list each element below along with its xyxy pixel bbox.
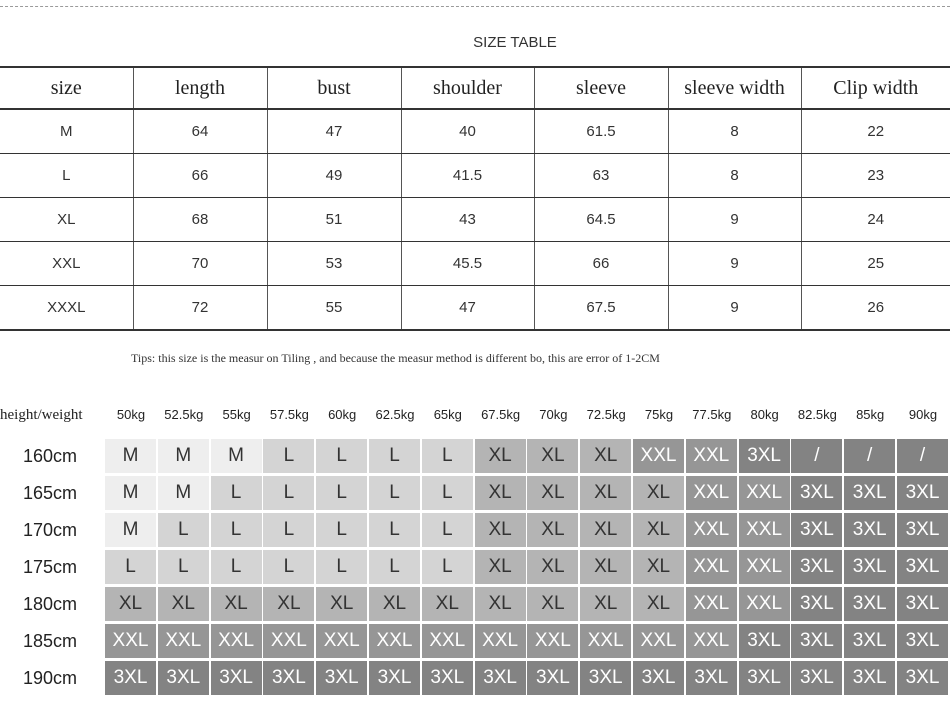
size-cell: L bbox=[211, 513, 262, 547]
table-row bbox=[0, 286, 950, 331]
size-cell: 3XL bbox=[791, 624, 842, 658]
size-cell: 3XL bbox=[739, 439, 790, 473]
weight-column-header: 55kg bbox=[222, 407, 251, 422]
weight-column-header: 50kg bbox=[116, 407, 146, 422]
size-cell: XL bbox=[527, 513, 578, 547]
size-cell: 3XL bbox=[369, 661, 420, 695]
size-cell: XL bbox=[475, 439, 526, 473]
size-cell: XL bbox=[105, 587, 156, 621]
size-cell: XXL bbox=[211, 624, 262, 658]
size-cell: XL bbox=[580, 587, 631, 621]
size-cell: 3XL bbox=[158, 661, 209, 695]
height-row bbox=[0, 587, 950, 621]
weight-column-header: 82.5kg bbox=[797, 407, 837, 422]
size-cell: XXL bbox=[739, 476, 790, 510]
column-header-sleeve: sleeve bbox=[534, 67, 668, 109]
size-cell: XL bbox=[475, 587, 526, 621]
size-cell: XL bbox=[527, 476, 578, 510]
size-cell: 3XL bbox=[739, 661, 790, 695]
size-cell: L bbox=[422, 513, 473, 547]
table-cell: 41.5 bbox=[401, 154, 534, 198]
table-cell: 47 bbox=[401, 286, 534, 331]
size-cell: L bbox=[369, 550, 420, 584]
table-row bbox=[0, 198, 950, 242]
table-cell: 24 bbox=[801, 198, 950, 242]
size-cell: L bbox=[422, 476, 473, 510]
size-cell: XXL bbox=[580, 624, 631, 658]
size-cell: 3XL bbox=[105, 661, 156, 695]
measurement-tips-note: Tips: this size is the measur on Tiling , and because the measur method is different bo, this are error of 1-2CM bbox=[131, 351, 660, 365]
size-cell: 3XL bbox=[897, 624, 948, 658]
table-cell: 55 bbox=[267, 286, 401, 331]
table-cell: 43 bbox=[401, 198, 534, 242]
table-cell: 70 bbox=[133, 242, 267, 286]
table-cell: 40 bbox=[401, 109, 534, 154]
size-cell: XXL bbox=[739, 550, 790, 584]
size-cell: L bbox=[369, 476, 420, 510]
size-cell: 3XL bbox=[316, 661, 367, 695]
size-cell: 3XL bbox=[580, 661, 631, 695]
column-header-length: length bbox=[133, 67, 267, 109]
size-cell: XL bbox=[475, 476, 526, 510]
size-cell: XXL bbox=[633, 439, 684, 473]
size-cell: XXL bbox=[527, 624, 578, 658]
table-cell: 68 bbox=[133, 198, 267, 242]
table-cell: L bbox=[0, 154, 133, 198]
table-cell: 66 bbox=[534, 242, 668, 286]
size-cell: XXL bbox=[686, 550, 737, 584]
height-row-label: 170cm bbox=[22, 520, 78, 540]
size-cell: 3XL bbox=[844, 513, 895, 547]
table-cell: XXXL bbox=[0, 286, 133, 331]
size-cell: 3XL bbox=[686, 661, 737, 695]
size-cell: L bbox=[263, 550, 314, 584]
size-cell: 3XL bbox=[791, 513, 842, 547]
height-row-label: 175cm bbox=[22, 557, 78, 577]
size-cell: M bbox=[211, 439, 262, 473]
size-cell: 3XL bbox=[897, 513, 948, 547]
size-cell: XL bbox=[633, 513, 684, 547]
size-cell: XXL bbox=[686, 513, 737, 547]
size-cell: 3XL bbox=[633, 661, 684, 695]
table-cell: 63 bbox=[534, 154, 668, 198]
size-cell: L bbox=[422, 439, 473, 473]
weight-column-header: 90kg bbox=[908, 407, 938, 422]
top-dashed-divider bbox=[0, 6, 950, 7]
size-cell: XXL bbox=[686, 587, 737, 621]
table-cell: 25 bbox=[801, 242, 950, 286]
size-cell: XL bbox=[527, 550, 578, 584]
size-cell: XXL bbox=[739, 587, 790, 621]
size-cell: L bbox=[369, 439, 420, 473]
size-cell: L bbox=[316, 476, 367, 510]
table-cell: 53 bbox=[267, 242, 401, 286]
size-cell: M bbox=[158, 476, 209, 510]
height-row bbox=[0, 476, 950, 510]
height-weight-corner-label: height/weight bbox=[0, 407, 83, 423]
height-row bbox=[0, 624, 950, 658]
table-cell: 72 bbox=[133, 286, 267, 331]
size-cell: M bbox=[105, 439, 156, 473]
size-cell: M bbox=[105, 476, 156, 510]
size-cell: 3XL bbox=[422, 661, 473, 695]
weight-header-row bbox=[0, 404, 950, 426]
weight-column-header: 80kg bbox=[750, 407, 779, 422]
size-cell: L bbox=[316, 439, 367, 473]
size-cell: XL bbox=[316, 587, 367, 621]
table-cell: 67.5 bbox=[534, 286, 668, 331]
size-cell: XL bbox=[475, 550, 526, 584]
size-cell: 3XL bbox=[897, 587, 948, 621]
size-cell: L bbox=[263, 476, 314, 510]
size-cell: L bbox=[158, 550, 209, 584]
table-cell: XL bbox=[0, 198, 133, 242]
size-cell: 3XL bbox=[211, 661, 262, 695]
size-cell: XL bbox=[633, 550, 684, 584]
size-table-title: SIZE TABLE bbox=[473, 34, 557, 51]
size-cell: L bbox=[263, 513, 314, 547]
size-cell: L bbox=[211, 550, 262, 584]
height-row-label: 185cm bbox=[22, 631, 78, 651]
table-cell: 66 bbox=[133, 154, 267, 198]
table-cell: XXL bbox=[0, 242, 133, 286]
height-row bbox=[0, 661, 950, 695]
size-cell: L bbox=[316, 513, 367, 547]
table-cell: 9 bbox=[668, 242, 801, 286]
weight-column-header: 65kg bbox=[433, 407, 462, 422]
table-cell: 8 bbox=[668, 109, 801, 154]
size-cell: XL bbox=[263, 587, 314, 621]
table-cell: 49 bbox=[267, 154, 401, 198]
size-cell: L bbox=[263, 439, 314, 473]
size-cell: 3XL bbox=[263, 661, 314, 695]
size-cell: XXL bbox=[475, 624, 526, 658]
weight-column-header: 52.5kg bbox=[164, 407, 204, 422]
size-cell: XXL bbox=[739, 513, 790, 547]
size-cell: XL bbox=[158, 587, 209, 621]
size-cell: 3XL bbox=[844, 624, 895, 658]
size-cell: XXL bbox=[105, 624, 156, 658]
size-cell: L bbox=[105, 550, 156, 584]
table-row bbox=[0, 154, 950, 198]
size-cell: XL bbox=[211, 587, 262, 621]
size-cell: 3XL bbox=[475, 661, 526, 695]
weight-column-header: 75kg bbox=[644, 407, 674, 422]
size-cell: XXL bbox=[686, 624, 737, 658]
weight-column-header: 70kg bbox=[539, 407, 568, 422]
size-cell: / bbox=[844, 439, 895, 473]
height-row bbox=[0, 550, 950, 584]
table-cell: 45.5 bbox=[401, 242, 534, 286]
size-cell: 3XL bbox=[791, 476, 842, 510]
table-cell: 26 bbox=[801, 286, 950, 331]
table-cell: 8 bbox=[668, 154, 801, 198]
size-cell: XXL bbox=[369, 624, 420, 658]
size-cell: XL bbox=[580, 476, 631, 510]
size-cell: XL bbox=[369, 587, 420, 621]
size-cell: L bbox=[316, 550, 367, 584]
table-cell: 9 bbox=[668, 286, 801, 331]
size-cell: L bbox=[422, 550, 473, 584]
size-cell: XL bbox=[527, 439, 578, 473]
weight-column-header: 77.5kg bbox=[692, 407, 732, 422]
size-cell: L bbox=[211, 476, 262, 510]
table-cell: 64.5 bbox=[534, 198, 668, 242]
size-cell: L bbox=[158, 513, 209, 547]
size-cell: XL bbox=[580, 550, 631, 584]
size-cell: XXL bbox=[686, 476, 737, 510]
size-table-header-row bbox=[0, 67, 950, 109]
size-cell: M bbox=[158, 439, 209, 473]
table-row bbox=[0, 109, 950, 154]
size-cell: 3XL bbox=[844, 550, 895, 584]
size-cell: XXL bbox=[686, 439, 737, 473]
size-cell: XXL bbox=[316, 624, 367, 658]
size-cell: XL bbox=[422, 587, 473, 621]
column-header-sleeve-width: sleeve width bbox=[668, 67, 801, 109]
size-cell: 3XL bbox=[791, 550, 842, 584]
weight-column-header: 67.5kg bbox=[481, 407, 521, 422]
size-cell: 3XL bbox=[897, 476, 948, 510]
size-cell: XL bbox=[580, 513, 631, 547]
height-row-label: 165cm bbox=[22, 483, 78, 503]
column-header-size: size bbox=[0, 67, 133, 109]
table-cell: 64 bbox=[133, 109, 267, 154]
weight-column-header: 85kg bbox=[856, 407, 885, 422]
size-cell: XL bbox=[633, 476, 684, 510]
size-cell: 3XL bbox=[739, 624, 790, 658]
weight-column-header: 72.5kg bbox=[586, 407, 626, 422]
size-cell: XXL bbox=[158, 624, 209, 658]
size-cell: 3XL bbox=[791, 661, 842, 695]
size-cell: XL bbox=[527, 587, 578, 621]
weight-column-header: 62.5kg bbox=[375, 407, 415, 422]
table-row bbox=[0, 242, 950, 286]
size-cell: XXL bbox=[263, 624, 314, 658]
size-cell: XL bbox=[475, 513, 526, 547]
size-cell: 3XL bbox=[527, 661, 578, 695]
table-cell: 9 bbox=[668, 198, 801, 242]
size-cell: XXL bbox=[633, 624, 684, 658]
table-cell: 22 bbox=[801, 109, 950, 154]
height-row-label: 180cm bbox=[22, 594, 78, 614]
size-cell: / bbox=[791, 439, 842, 473]
weight-column-header: 57.5kg bbox=[269, 407, 309, 422]
weight-column-header: 60kg bbox=[328, 407, 357, 422]
size-cell: / bbox=[897, 439, 948, 473]
size-cell: XL bbox=[633, 587, 684, 621]
size-cell: 3XL bbox=[897, 550, 948, 584]
column-header-shoulder: shoulder bbox=[401, 67, 534, 109]
height-row bbox=[0, 439, 950, 473]
size-cell: 3XL bbox=[844, 661, 895, 695]
size-cell: L bbox=[369, 513, 420, 547]
size-cell: 3XL bbox=[897, 661, 948, 695]
size-cell: XL bbox=[580, 439, 631, 473]
column-header-bust: bust bbox=[267, 67, 401, 109]
height-row-label: 190cm bbox=[22, 668, 78, 688]
size-cell: 3XL bbox=[844, 476, 895, 510]
table-cell: M bbox=[0, 109, 133, 154]
column-header-clip-width: Clip width bbox=[801, 67, 950, 109]
height-row bbox=[0, 513, 950, 547]
size-cell: M bbox=[105, 513, 156, 547]
size-table bbox=[0, 66, 950, 331]
table-cell: 61.5 bbox=[534, 109, 668, 154]
height-row-label: 160cm bbox=[22, 446, 78, 466]
table-cell: 51 bbox=[267, 198, 401, 242]
size-cell: 3XL bbox=[844, 587, 895, 621]
size-cell: 3XL bbox=[791, 587, 842, 621]
table-cell: 23 bbox=[801, 154, 950, 198]
table-cell: 47 bbox=[267, 109, 401, 154]
size-cell: XXL bbox=[422, 624, 473, 658]
